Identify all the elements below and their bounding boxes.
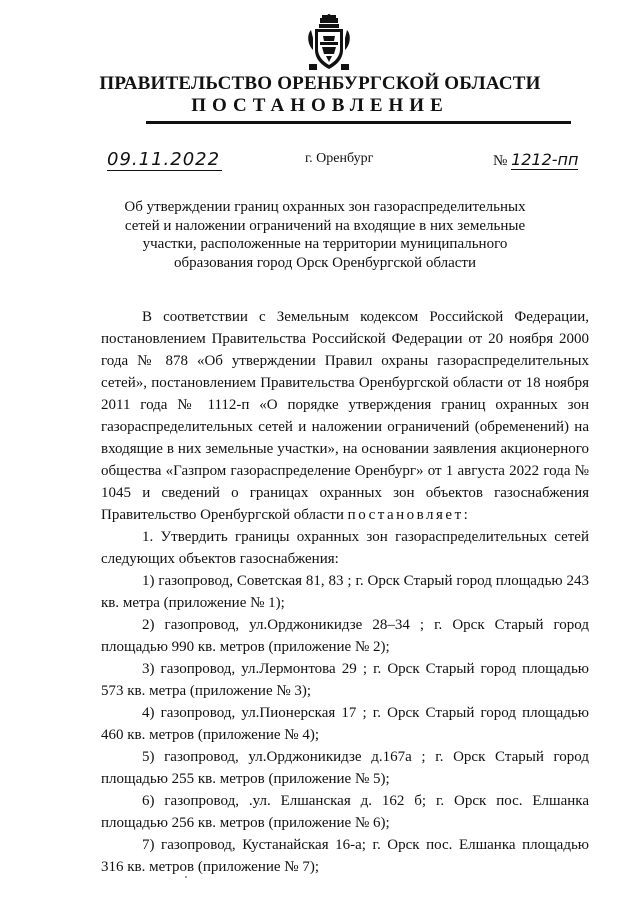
subitem-3: 3) газопровод, ул.Лермонтова 29 ; г. Орск Старый город площадью 573 кв. метра (приложение № 3);	[101, 661, 589, 699]
number-prefix: №	[493, 153, 508, 169]
decree-body	[101, 306, 589, 878]
subitem-7: 7) газопровод, Кустанайская 16-а; г. Орск пос. Елшанка площадью 316 кв. метров (приложение № 7);	[101, 837, 589, 875]
scan-speck	[185, 876, 187, 878]
subitem-5: 5) газопровод, ул.Орджоникидзе д.167а ; г. Орск Старый город площадью 255 кв. метров (приложение № 5);	[101, 749, 589, 787]
subitem-6: 6) газопровод, .ул. Елшанская д. 162 б; г. Орск пос. Елшанка площадью 256 кв. метров (приложение № 6);	[101, 793, 589, 831]
decree-date: 09.11.2022	[107, 149, 221, 170]
orenburg-coat-of-arms-icon	[305, 14, 353, 74]
subitem-1: 1) газопровод, Советская 81, 83 ; г. Орск Старый город площадью 243 кв. метра (приложение № 1);	[101, 573, 589, 611]
subitem-4: 4) газопровод, ул.Пионерская 17 ; г. Орск Старый город площадью 460 кв. метров (приложение № 4);	[101, 705, 589, 743]
document-type: ПОСТАНОВЛЕНИЕ	[191, 95, 449, 116]
decree-city: г. Оренбург	[305, 151, 374, 166]
preamble-text: В соответствии с Земельным кодексом Российской Федерации, постановлением Правительства Российской Федерации от 20 ноября 2000 года № 878 «Об утверждении Правил охраны газораспределительных сетей», постановлением Правительства Оренбургской области от 18 ноября 2011 года № 1112-п «О порядке утверждения границ охранных зон газораспределительных сетей и наложении ограничений (обременений) на входящие в них земельные участки», на основании заявления акционерного общества «Газпром газораспределение Оренбург» от 1 августа 2022 года № 1045 и сведений о границах охранных зон объектов газоснабжения Правительство Оренбургской области	[101, 309, 589, 523]
decree-number	[493, 150, 578, 171]
government-title: ПРАВИТЕЛЬСТВО ОРЕНБУРГСКОЙ ОБЛАСТИ	[99, 73, 541, 94]
subitem-2: 2) газопровод, ул.Орджоникидзе 28–34 ; г. Орск Старый город площадью 990 кв. метров (приложение № 2);	[101, 617, 589, 655]
preamble-paragraph	[101, 306, 589, 526]
header-rule	[146, 121, 571, 124]
item-1: 1. Утвердить границы охранных зон газораспределительных сетей следующих объектов газоснабжения:	[101, 529, 589, 567]
number-value: 1212-пп	[511, 150, 579, 169]
decree-word: постановляет:	[347, 507, 471, 523]
decree-subject: Об утверждении границ охранных зон газораспределительных сетей и наложении ограничений на входящие в них земельные участки, расположенные на территории муниципального образования город Орск Оренбургской области	[124, 199, 526, 271]
